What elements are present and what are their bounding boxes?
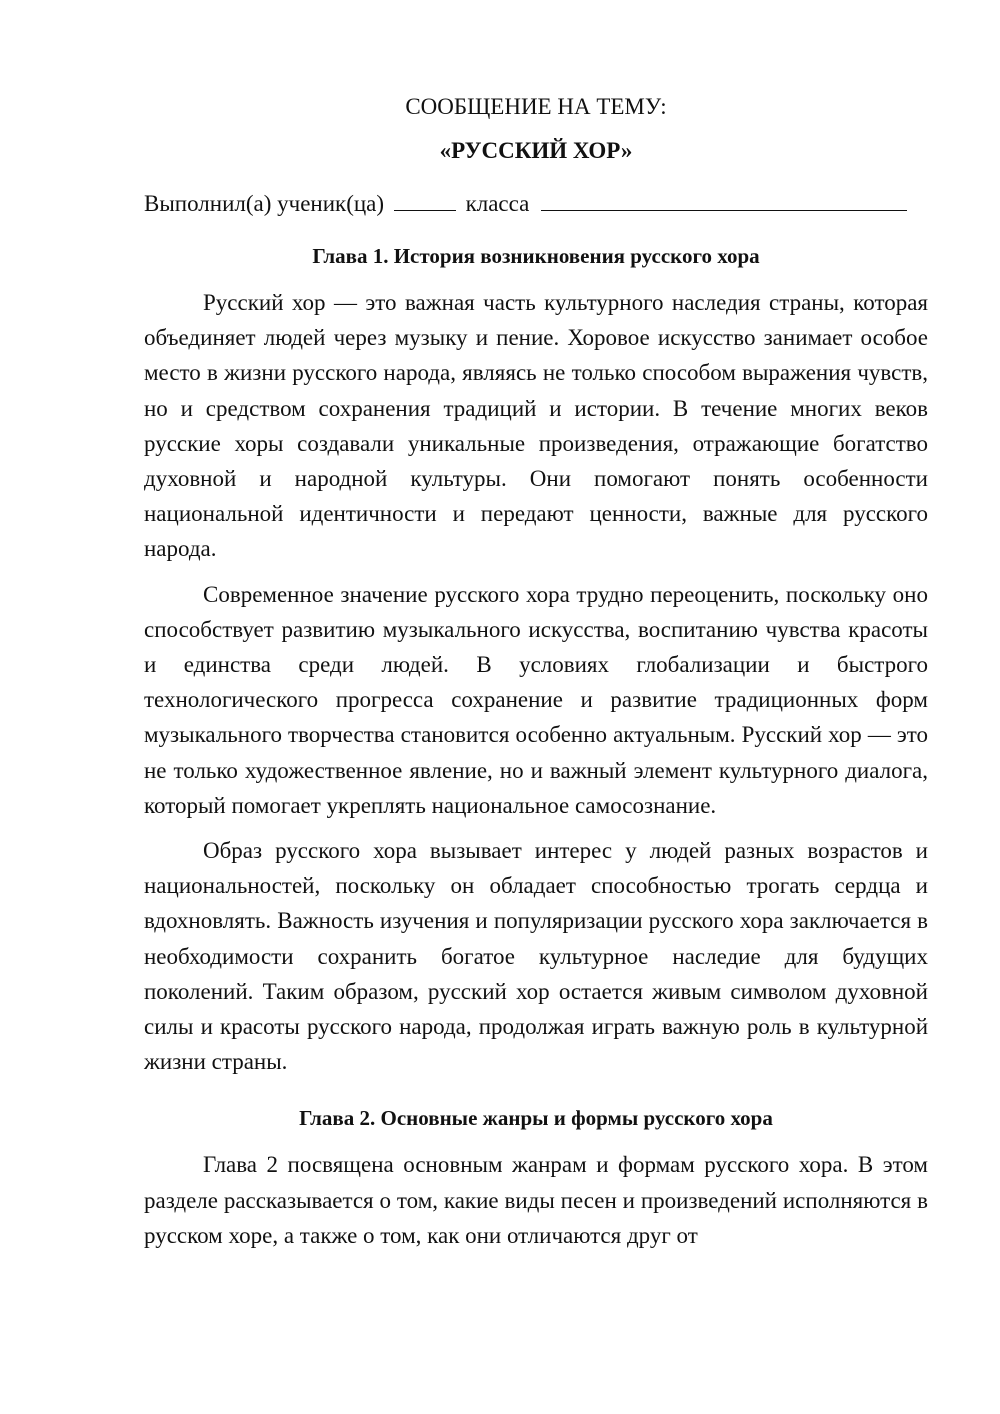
- paragraph: Русский хор — это важная часть культурного наследия страны, которая объединяет людей через музыку и пение. Хоровое искусство занимает особое место в жизни русского народа, являясь не только способом выражения чувств, но и средством сохранения традиций и истории. В течение многих веков русские хоры создавали уникальные произведения, отражающие богатство духовной и народной культуры. Они помогают понять особенности национальной идентичности и передают ценности, важные для русского народа.: [144, 290, 928, 562]
- chapter-heading: Глава 2. Основные жанры и формы русского хора: [299, 1106, 773, 1131]
- class-number-blank: [394, 188, 456, 211]
- chapter-heading: Глава 1. История возникновения русского хора: [312, 244, 760, 268]
- document-title: СООБЩЕНИЕ НА ТЕМУ:: [405, 94, 667, 119]
- document-page: [144, 92, 928, 1263]
- byline-prefix: Выполнил(а) ученик(ца): [144, 191, 385, 216]
- document-subtitle: «РУССКИЙ ХОР»: [439, 138, 633, 163]
- paragraph: Глава 2 посвящена основным жанрам и формам русского хора. В этом разделе рассказывается о том, какие виды песен и произведений исполняются в русском хоре, а также о том, как они отличаются друг от: [144, 1152, 928, 1248]
- byline-middle: класса: [465, 191, 530, 216]
- paragraph: Образ русского хора вызывает интерес у людей разных возрастов и национальностей, поскольку он обладает способностью трогать сердца и вдохновлять. Важность изучения и популяризации русского хора заключается в необходимости сохранить богатое культурное наследие для будущих поколений. Таким образом, русский хор остается живым символом духовной силы и красоты русского народа, продолжая играть важную роль в культурной жизни страны.: [144, 838, 928, 1075]
- paragraph: Современное значение русского хора трудно переоценить, поскольку оно способствует развитию музыкального искусства, воспитанию чувства красоты и единства среди людей. В условиях глобализации и быстрого технологического прогресса сохранение и развитие традиционных форм музыкального творчества становится особенно актуальным. Русский хор — это не только художественное явление, но и важный элемент культурного диалога, который помогает укреплять национальное самосознание.: [144, 581, 928, 818]
- author-byline: [144, 188, 928, 219]
- author-name-blank: [541, 188, 907, 211]
